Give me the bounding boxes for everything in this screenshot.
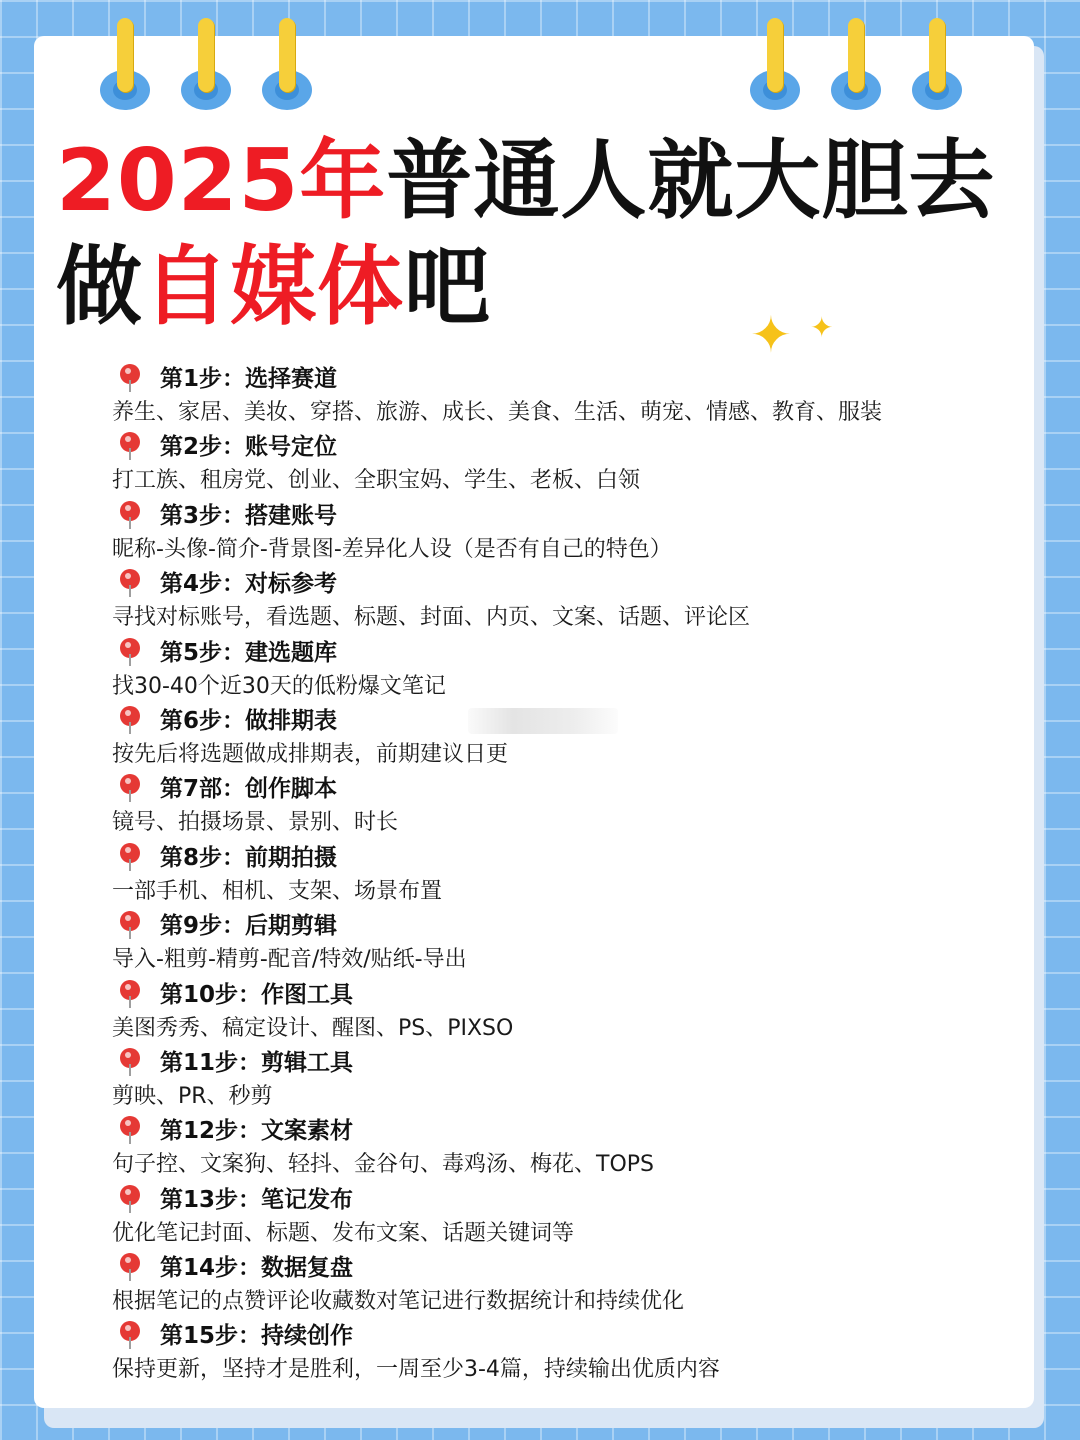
step-description: 句子控、文案狗、轻抖、金谷句、毒鸡汤、梅花、TOPS: [112, 1152, 654, 1178]
list-item: [112, 841, 1012, 909]
step-heading: [112, 567, 1012, 601]
step-heading: [112, 978, 1012, 1012]
step-label: 第3步：搭建账号: [160, 502, 338, 529]
list-item: [112, 1183, 1012, 1251]
title-year: 2025年: [56, 131, 387, 231]
step-label: 第6步：做排期表: [160, 707, 338, 734]
binder-ring-icon: [750, 18, 800, 110]
list-item: [112, 1114, 1012, 1182]
pushpin-icon: [120, 774, 140, 804]
step-description: 寻找对标账号，看选题、标题、封面、内页、文案、话题、评论区: [112, 605, 751, 631]
binder-ring-icon: [831, 18, 881, 110]
pushpin-icon: [120, 911, 140, 941]
step-label: 第5步：建选题库: [160, 639, 338, 666]
step-label: 第15步：持续创作: [160, 1323, 354, 1350]
pushpin-icon: [120, 638, 140, 668]
step-label: 第10步：作图工具: [160, 981, 354, 1008]
pushpin-icon: [120, 1185, 140, 1215]
list-item: [112, 1046, 1012, 1114]
blurred-overlay: [468, 708, 618, 734]
step-label: 第8步：前期拍摄: [160, 844, 338, 871]
pushpin-icon: [120, 501, 140, 531]
step-description: 根据笔记的点赞评论收藏数对笔记进行数据统计和持续优化: [112, 1289, 685, 1315]
step-heading: [112, 499, 1012, 533]
step-description: 美图秀秀、稿定设计、醒图、PS、PIXSO: [112, 1015, 514, 1041]
step-description: 剪映、PR、秒剪: [112, 1083, 273, 1109]
binder-ring-icon: [100, 18, 150, 110]
step-heading: [112, 430, 1012, 464]
step-label: 第13步：笔记发布: [160, 1186, 354, 1213]
sparkle-icon: ✦: [810, 311, 834, 344]
step-label: 第14步：数据复盘: [160, 1255, 354, 1282]
binder-ring-icon: [262, 18, 312, 110]
step-label: 第2步：账号定位: [160, 434, 338, 461]
pushpin-icon: [120, 364, 140, 394]
list-item: [112, 636, 1012, 704]
step-description: 养生、家居、美妆、穿搭、旅游、成长、美食、生活、萌宠、情感、教育、服装: [112, 400, 883, 425]
step-label: 第1步：选择赛道: [160, 366, 338, 392]
step-heading: [112, 909, 1012, 943]
step-description: 一部手机、相机、支架、场景布置: [112, 878, 443, 904]
step-heading: [112, 636, 1012, 670]
step-label: 第9步：后期剪辑: [160, 913, 338, 940]
title-line2-start: 做: [56, 237, 143, 337]
step-description: 镜号、拍摄场景、景别、时长: [112, 810, 399, 836]
list-item: [112, 1319, 1012, 1387]
step-description: 昵称-头像-简介-背景图-差异化人设（是否有自己的特色）: [112, 536, 672, 562]
step-description: 打工族、租房党、创业、全职宝妈、学生、老板、白领: [112, 468, 641, 494]
sparkle-icon: ✦: [750, 306, 792, 364]
step-label: 第4步：对标参考: [160, 571, 338, 598]
pushpin-icon: [120, 706, 140, 736]
list-item: [112, 978, 1012, 1046]
pushpin-icon: [120, 1253, 140, 1283]
step-description: 按先后将选题做成排期表，前期建议日更: [112, 741, 509, 767]
step-list: [112, 362, 1012, 1388]
step-label: 第7部：创作脚本: [160, 776, 338, 803]
list-item: [112, 499, 1012, 567]
pushpin-icon: [120, 843, 140, 873]
step-heading: [112, 362, 1012, 396]
list-item: [112, 772, 1012, 840]
pushpin-icon: [120, 980, 140, 1010]
list-item: [112, 362, 1012, 430]
step-description: 导入-粗剪-精剪-配音/特效/贴纸-导出: [112, 947, 467, 973]
step-heading: [112, 1251, 1012, 1285]
list-item: [112, 1251, 1012, 1319]
step-description: 优化笔记封面、标题、发布文案、话题关键词等: [112, 1220, 575, 1246]
pushpin-icon: [120, 1116, 140, 1146]
list-item: [112, 909, 1012, 977]
step-heading: [112, 1114, 1012, 1148]
step-label: 第12步：文案素材: [160, 1118, 354, 1145]
step-heading: [112, 772, 1012, 806]
step-heading: [112, 1319, 1012, 1353]
title-highlight: 自媒体: [143, 237, 404, 337]
step-heading: [112, 1183, 1012, 1217]
step-heading: [112, 841, 1012, 875]
step-heading: [112, 1046, 1012, 1080]
binder-ring-icon: [912, 18, 962, 110]
title-line2-end: 吧: [404, 237, 491, 337]
pushpin-icon: [120, 432, 140, 462]
step-label: 第11步：剪辑工具: [160, 1049, 354, 1076]
pushpin-icon: [120, 1048, 140, 1078]
pushpin-icon: [120, 569, 140, 599]
step-description: 保持更新，坚持才是胜利，一周至少3-4篇，持续输出优质内容: [112, 1357, 720, 1383]
list-item: [112, 430, 1012, 498]
binder-ring-icon: [181, 18, 231, 110]
list-item: [112, 567, 1012, 635]
title-line1: 普通人就大胆去: [386, 131, 996, 231]
page-title: [56, 128, 996, 344]
step-description: 找30-40个近30天的低粉爆文笔记: [112, 673, 446, 699]
pushpin-icon: [120, 1321, 140, 1351]
